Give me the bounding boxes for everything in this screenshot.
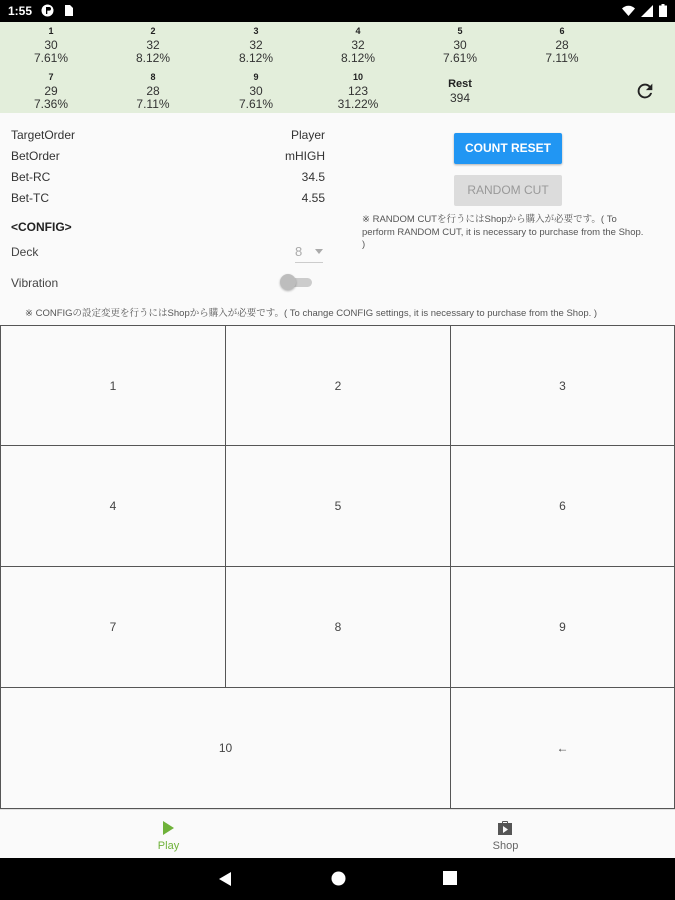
stat-number: 2 [150, 26, 156, 36]
toggle-thumb [280, 274, 296, 290]
stat-card-8 [113, 71, 193, 112]
nav-play-label: Play [157, 840, 180, 852]
stat-number: 9 [253, 72, 259, 82]
rest-value: 394 [449, 90, 471, 105]
stat-count: 32 [146, 37, 160, 52]
info-value: Player [290, 128, 325, 142]
deck-select[interactable] [295, 239, 323, 263]
sd-card-icon [62, 4, 75, 17]
stat-rest [420, 78, 500, 105]
stat-percent: 8.12% [340, 51, 376, 65]
stat-card-1 [11, 25, 91, 66]
status-time: 1:55 [8, 4, 33, 18]
count-reset-button[interactable]: COUNT RESET [454, 133, 562, 164]
home-icon[interactable] [331, 871, 346, 886]
stat-count: 30 [44, 37, 58, 52]
stat-card-2 [113, 25, 193, 66]
key-10[interactable]: 10 [0, 687, 451, 809]
info-label: Bet-TC [11, 191, 50, 205]
stat-card-5 [420, 25, 500, 66]
stat-number: 3 [253, 26, 259, 36]
chevron-down-icon [315, 249, 323, 254]
config-title: <CONFIG> [11, 220, 72, 234]
rest-label: Rest [448, 78, 472, 90]
play-icon [160, 820, 176, 836]
key-1[interactable]: 1 [0, 325, 226, 446]
stat-percent: 7.61% [238, 97, 274, 111]
stat-count: 32 [351, 37, 365, 52]
stat-percent: 7.11% [545, 51, 579, 65]
stat-count: 32 [249, 37, 263, 52]
stat-percent: 31.22% [337, 97, 379, 111]
stat-card-4 [318, 25, 398, 66]
key-5[interactable]: 5 [225, 445, 451, 567]
deck-label: Deck [11, 245, 39, 259]
wifi-icon [622, 5, 635, 17]
random-cut-note: ※ RANDOM CUTを行うにはShopから購入が必要です。( To perform RANDOM CUT, it is necessary to purchase from the Shop. ) [362, 214, 644, 250]
stat-percent: 8.12% [135, 51, 171, 65]
info-label: BetOrder [11, 149, 60, 163]
stat-card-10 [318, 71, 398, 112]
battery-icon [659, 4, 667, 17]
config-note: ※ CONFIGの設定変更を行うにはShopから購入が必要です。( To change CONFIG settings, it is necessary to purchase from the Shop. ) [25, 308, 598, 319]
nav-play[interactable] [0, 810, 337, 859]
stat-count: 30 [453, 37, 467, 52]
signal-icon [641, 5, 653, 17]
stat-card-3 [216, 25, 296, 66]
info-row-bet-tc [11, 191, 325, 205]
shop-icon [497, 820, 513, 836]
stat-count: 28 [555, 37, 569, 52]
key-9[interactable]: 9 [450, 566, 675, 688]
key-6[interactable]: 6 [450, 445, 675, 567]
key-4[interactable]: 4 [0, 445, 226, 567]
stat-card-6 [522, 25, 602, 66]
info-row-bet-rc [11, 170, 325, 184]
nav-shop[interactable] [337, 810, 674, 859]
back-icon[interactable] [218, 871, 232, 887]
key-3[interactable]: 3 [450, 325, 675, 446]
stat-count: 28 [146, 83, 160, 98]
stat-number: 1 [48, 26, 54, 36]
random-cut-button[interactable]: RANDOM CUT [454, 175, 562, 206]
key-backspace[interactable]: ← [450, 687, 675, 809]
info-row-bet-order [11, 149, 325, 163]
stat-count: 30 [249, 83, 263, 98]
nav-shop-label: Shop [492, 840, 519, 852]
app-notification-icon [41, 4, 54, 17]
deck-value: 8 [295, 244, 303, 259]
card-count-stats [0, 22, 675, 113]
stat-count: 29 [44, 83, 58, 98]
stat-number: 4 [355, 26, 361, 36]
system-nav-bar [0, 858, 675, 900]
vibration-toggle[interactable] [280, 275, 314, 289]
stat-number: 6 [559, 26, 565, 36]
stat-percent: 7.61% [33, 51, 69, 65]
bottom-nav [0, 809, 675, 858]
status-bar [0, 0, 675, 22]
info-label: Bet-RC [11, 170, 51, 184]
refresh-icon[interactable] [634, 80, 656, 102]
info-value: 4.55 [301, 191, 325, 205]
stat-number: 7 [48, 72, 54, 82]
info-section [0, 113, 675, 325]
stat-card-9 [216, 71, 296, 112]
info-label: TargetOrder [11, 128, 76, 142]
info-value: mHIGH [285, 149, 325, 163]
vibration-label: Vibration [11, 276, 59, 290]
info-row-target-order [11, 128, 325, 142]
stat-percent: 7.61% [442, 51, 478, 65]
info-value: 34.5 [301, 170, 325, 184]
stat-percent: 8.12% [238, 51, 274, 65]
key-7[interactable]: 7 [0, 566, 226, 688]
keypad [0, 325, 675, 809]
key-2[interactable]: 2 [225, 325, 451, 446]
stat-count: 123 [347, 83, 369, 98]
stat-percent: 7.36% [33, 97, 69, 111]
stat-number: 5 [457, 26, 463, 36]
stat-card-7 [11, 71, 91, 112]
key-8[interactable]: 8 [225, 566, 451, 688]
recents-icon[interactable] [443, 871, 457, 885]
stat-percent: 7.11% [136, 97, 170, 111]
stat-number: 10 [352, 72, 363, 82]
stat-number: 8 [150, 72, 156, 82]
